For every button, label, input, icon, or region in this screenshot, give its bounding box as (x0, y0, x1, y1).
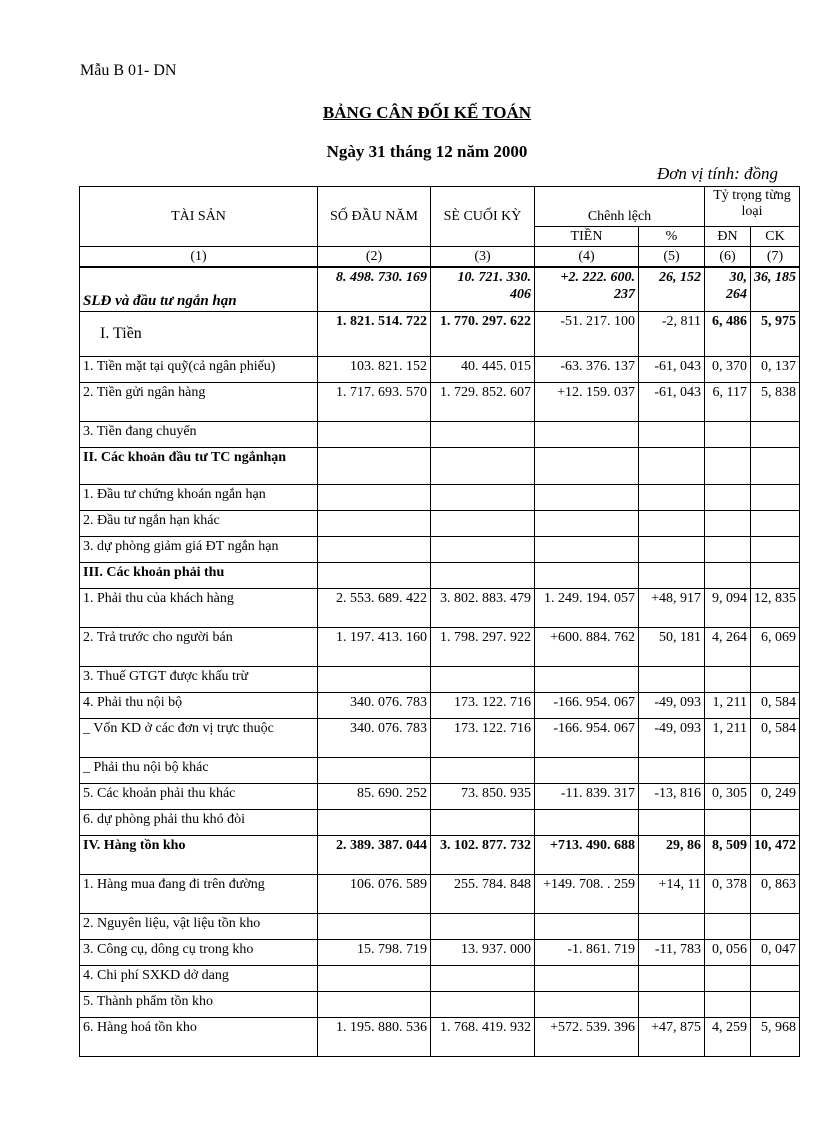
table-row (80, 991, 800, 1017)
cell-tien: -166. 954. 067 (535, 718, 639, 757)
cell-dau: 1. 717. 693. 570 (318, 382, 431, 421)
cell-ck: 12, 835 (751, 588, 800, 627)
col-num-3: (3) (431, 247, 535, 268)
cell-cuoi: 73. 850. 935 (431, 783, 535, 809)
cell-tien (535, 757, 639, 783)
cell-dn (705, 666, 751, 692)
cell-dau (318, 421, 431, 447)
cell-pct (639, 421, 705, 447)
table-row (80, 692, 800, 718)
col-num-6: (6) (705, 247, 751, 268)
cell-ck: 0, 249 (751, 783, 800, 809)
header-ty-trong: Tỷ trọng từng loại (705, 187, 800, 227)
cell-tien: +713. 490. 688 (535, 835, 639, 874)
cell-tien: -1. 861. 719 (535, 939, 639, 965)
cell-cuoi (431, 913, 535, 939)
table-row (80, 421, 800, 447)
table-row (80, 510, 800, 536)
cell-pct (639, 757, 705, 783)
cell-name: III. Các khoản phải thu (80, 562, 318, 588)
cell-tien: +149. 708. . 259 (535, 874, 639, 913)
header-ck: CK (751, 227, 800, 247)
header-so-cuoi-ky: SÈ CUỐI KỲ (431, 187, 535, 247)
cell-name: _ Phải thu nội bộ khác (80, 757, 318, 783)
cell-tien (535, 809, 639, 835)
cell-pct: 26, 152 (639, 267, 705, 311)
table-row (80, 311, 800, 356)
cell-cuoi (431, 536, 535, 562)
cell-ck (751, 757, 800, 783)
table-row (80, 447, 800, 484)
cell-name: 4. Phải thu nội bộ (80, 692, 318, 718)
cell-pct (639, 965, 705, 991)
col-num-4: (4) (535, 247, 639, 268)
cell-cuoi: 10. 721. 330. 406 (431, 267, 535, 311)
cell-pct: -49, 093 (639, 692, 705, 718)
cell-name: 5. Các khoản phải thu khác (80, 783, 318, 809)
cell-ck (751, 536, 800, 562)
cell-name: 1. Tiền mặt tại quỹ(cả ngân phiếu) (80, 356, 318, 382)
cell-ck (751, 562, 800, 588)
table-row (80, 484, 800, 510)
cell-tien: -11. 839. 317 (535, 783, 639, 809)
cell-pct (639, 991, 705, 1017)
cell-tien: +12. 159. 037 (535, 382, 639, 421)
cell-tien: +572. 539. 396 (535, 1017, 639, 1056)
cell-dn: 0, 378 (705, 874, 751, 913)
date-text: Ngày 31 tháng 12 năm 2000 (326, 142, 528, 161)
cell-name: 3. Tiền đang chuyển (80, 421, 318, 447)
cell-dn: 0, 056 (705, 939, 751, 965)
cell-tien: +2. 222. 600. 237 (535, 267, 639, 311)
cell-name: _ Vốn KD ở các đơn vị trực thuộc (80, 718, 318, 757)
cell-pct (639, 447, 705, 484)
cell-pct: +47, 875 (639, 1017, 705, 1056)
cell-dau: 8. 498. 730. 169 (318, 267, 431, 311)
cell-ck: 5, 968 (751, 1017, 800, 1056)
cell-dn: 4, 264 (705, 627, 751, 666)
cell-ck: 5, 975 (751, 311, 800, 356)
cell-name: I. Tiền (80, 311, 318, 356)
cell-ck (751, 666, 800, 692)
table-row (80, 835, 800, 874)
cell-dn: 1, 211 (705, 718, 751, 757)
cell-pct: -11, 783 (639, 939, 705, 965)
cell-tien (535, 991, 639, 1017)
cell-name: SLĐ và đầu tư ngắn hạn (80, 267, 318, 311)
header-chenh-lech: Chênh lệch (535, 187, 705, 227)
cell-dn (705, 484, 751, 510)
cell-tien (535, 666, 639, 692)
cell-name: 3. Thuế GTGT được khấu trừ (80, 666, 318, 692)
balance-sheet-table (79, 186, 800, 1057)
cell-name: 5. Thành phẩm tồn kho (80, 991, 318, 1017)
cell-dau: 1. 821. 514. 722 (318, 311, 431, 356)
cell-cuoi (431, 757, 535, 783)
cell-tien (535, 965, 639, 991)
cell-dn (705, 757, 751, 783)
cell-dn (705, 809, 751, 835)
cell-dn (705, 536, 751, 562)
cell-name: 3. dự phòng giảm giá ĐT ngắn hạn (80, 536, 318, 562)
cell-tien (535, 484, 639, 510)
cell-ck: 5, 838 (751, 382, 800, 421)
cell-ck (751, 991, 800, 1017)
cell-cuoi: 3. 102. 877. 732 (431, 835, 535, 874)
cell-dau: 340. 076. 783 (318, 718, 431, 757)
cell-name: 2. Trả trước cho người bán (80, 627, 318, 666)
cell-name: 1. Đầu tư chứng khoán ngắn hạn (80, 484, 318, 510)
cell-dn: 0, 305 (705, 783, 751, 809)
table-row (80, 939, 800, 965)
cell-dn: 8, 509 (705, 835, 751, 874)
cell-tien (535, 510, 639, 536)
cell-name: 2. Nguyên liệu, vật liệu tồn kho (80, 913, 318, 939)
cell-cuoi: 40. 445. 015 (431, 356, 535, 382)
cell-ck (751, 447, 800, 484)
cell-dau (318, 447, 431, 484)
cell-dn (705, 965, 751, 991)
cell-dau: 2. 389. 387. 044 (318, 835, 431, 874)
table-row (80, 1017, 800, 1056)
cell-tien (535, 447, 639, 484)
cell-ck (751, 484, 800, 510)
cell-tien (535, 421, 639, 447)
cell-dn (705, 562, 751, 588)
cell-dau (318, 666, 431, 692)
table-row (80, 356, 800, 382)
cell-dau (318, 965, 431, 991)
cell-pct: -13, 816 (639, 783, 705, 809)
cell-cuoi: 1. 768. 419. 932 (431, 1017, 535, 1056)
cell-pct (639, 666, 705, 692)
table-row (80, 536, 800, 562)
cell-dau: 85. 690. 252 (318, 783, 431, 809)
cell-ck (751, 913, 800, 939)
cell-ck (751, 965, 800, 991)
cell-cuoi (431, 965, 535, 991)
header-pct: % (639, 227, 705, 247)
cell-dau (318, 913, 431, 939)
cell-cuoi: 173. 122. 716 (431, 718, 535, 757)
cell-dn: 6, 486 (705, 311, 751, 356)
header-so-dau-nam: SỐ ĐẦU NĂM (318, 187, 431, 247)
table-row (80, 562, 800, 588)
cell-dn (705, 913, 751, 939)
cell-dn: 9, 094 (705, 588, 751, 627)
cell-ck: 0, 863 (751, 874, 800, 913)
cell-pct: -2, 811 (639, 311, 705, 356)
col-num-1: (1) (80, 247, 318, 268)
cell-ck: 36, 185 (751, 267, 800, 311)
cell-dau: 103. 821. 152 (318, 356, 431, 382)
cell-dau (318, 562, 431, 588)
page-title (0, 103, 816, 123)
cell-dn (705, 421, 751, 447)
col-num-7: (7) (751, 247, 800, 268)
header-tien: TIỀN (535, 227, 639, 247)
cell-cuoi: 3. 802. 883. 479 (431, 588, 535, 627)
cell-ck: 6, 069 (751, 627, 800, 666)
cell-pct: 50, 181 (639, 627, 705, 666)
cell-pct: -61, 043 (639, 356, 705, 382)
table-row (80, 666, 800, 692)
table-row (80, 382, 800, 421)
cell-pct (639, 562, 705, 588)
cell-pct: -61, 043 (639, 382, 705, 421)
cell-cuoi: 255. 784. 848 (431, 874, 535, 913)
cell-cuoi (431, 421, 535, 447)
cell-cuoi (431, 447, 535, 484)
cell-name: 4. Chi phí SXKD dở dang (80, 965, 318, 991)
cell-ck (751, 510, 800, 536)
cell-ck (751, 809, 800, 835)
cell-dn: 6, 117 (705, 382, 751, 421)
cell-tien (535, 562, 639, 588)
cell-cuoi (431, 562, 535, 588)
cell-tien (535, 536, 639, 562)
table-row (80, 874, 800, 913)
cell-tien: 1. 249. 194. 057 (535, 588, 639, 627)
cell-dn (705, 991, 751, 1017)
cell-dau: 1. 197. 413. 160 (318, 627, 431, 666)
cell-name: 2. Tiền gửi ngân hàng (80, 382, 318, 421)
cell-pct: +14, 11 (639, 874, 705, 913)
cell-tien: -51. 217. 100 (535, 311, 639, 356)
cell-name: 1. Phải thu của khách hàng (80, 588, 318, 627)
cell-name: 6. Hàng hoá tồn kho (80, 1017, 318, 1056)
cell-cuoi: 1. 729. 852. 607 (431, 382, 535, 421)
cell-tien: -166. 954. 067 (535, 692, 639, 718)
cell-dau (318, 757, 431, 783)
table-row (80, 588, 800, 627)
cell-cuoi (431, 510, 535, 536)
cell-cuoi (431, 809, 535, 835)
cell-dn: 4, 259 (705, 1017, 751, 1056)
cell-pct: 29, 86 (639, 835, 705, 874)
cell-pct (639, 809, 705, 835)
cell-ck: 10, 472 (751, 835, 800, 874)
header-tai-san: TÀI SẢN (80, 187, 318, 247)
table-row (80, 757, 800, 783)
cell-dau (318, 510, 431, 536)
col-num-2: (2) (318, 247, 431, 268)
report-date (0, 142, 816, 162)
cell-cuoi: 13. 937. 000 (431, 939, 535, 965)
cell-dn (705, 510, 751, 536)
cell-dau (318, 991, 431, 1017)
header-dn: ĐN (705, 227, 751, 247)
unit-label: Đơn vị tính: đồng (657, 164, 778, 183)
cell-name: 3. Công cụ, dông cụ trong kho (80, 939, 318, 965)
table-row (80, 965, 800, 991)
cell-dau (318, 484, 431, 510)
cell-ck: 0, 047 (751, 939, 800, 965)
cell-pct (639, 484, 705, 510)
form-code: Mẫu B 01- DN (80, 62, 177, 79)
cell-tien (535, 913, 639, 939)
cell-dau: 340. 076. 783 (318, 692, 431, 718)
cell-ck: 0, 584 (751, 718, 800, 757)
title-text: BẢNG CÂN ĐỐI KẾ TOÁN (322, 103, 532, 122)
cell-cuoi (431, 991, 535, 1017)
table-row (80, 783, 800, 809)
cell-tien: +600. 884. 762 (535, 627, 639, 666)
cell-dn: 0, 370 (705, 356, 751, 382)
cell-pct: -49, 093 (639, 718, 705, 757)
cell-name: II. Các khoản đầu tư TC ngắnhạn (80, 447, 318, 484)
cell-pct (639, 536, 705, 562)
col-num-5: (5) (639, 247, 705, 268)
cell-cuoi: 173. 122. 716 (431, 692, 535, 718)
cell-dau (318, 809, 431, 835)
cell-name: IV. Hàng tồn kho (80, 835, 318, 874)
cell-pct (639, 510, 705, 536)
cell-ck: 0, 584 (751, 692, 800, 718)
cell-dau: 1. 195. 880. 536 (318, 1017, 431, 1056)
cell-pct: +48, 917 (639, 588, 705, 627)
cell-ck (751, 421, 800, 447)
cell-dn (705, 447, 751, 484)
cell-name: 1. Hàng mua đang đi trên đường (80, 874, 318, 913)
table-row (80, 627, 800, 666)
cell-cuoi (431, 666, 535, 692)
cell-tien: -63. 376. 137 (535, 356, 639, 382)
cell-dn: 30, 264 (705, 267, 751, 311)
cell-cuoi: 1. 798. 297. 922 (431, 627, 535, 666)
cell-dn: 1, 211 (705, 692, 751, 718)
table-row (80, 809, 800, 835)
table-row (80, 913, 800, 939)
cell-cuoi (431, 484, 535, 510)
table-row (80, 267, 800, 311)
cell-name: 2. Đầu tư ngắn hạn khác (80, 510, 318, 536)
cell-dau: 2. 553. 689. 422 (318, 588, 431, 627)
cell-dau (318, 536, 431, 562)
cell-dau: 15. 798. 719 (318, 939, 431, 965)
cell-name: 6. dự phòng phải thu khó đòi (80, 809, 318, 835)
cell-ck: 0, 137 (751, 356, 800, 382)
cell-cuoi: 1. 770. 297. 622 (431, 311, 535, 356)
table-row (80, 718, 800, 757)
cell-pct (639, 913, 705, 939)
cell-dau: 106. 076. 589 (318, 874, 431, 913)
